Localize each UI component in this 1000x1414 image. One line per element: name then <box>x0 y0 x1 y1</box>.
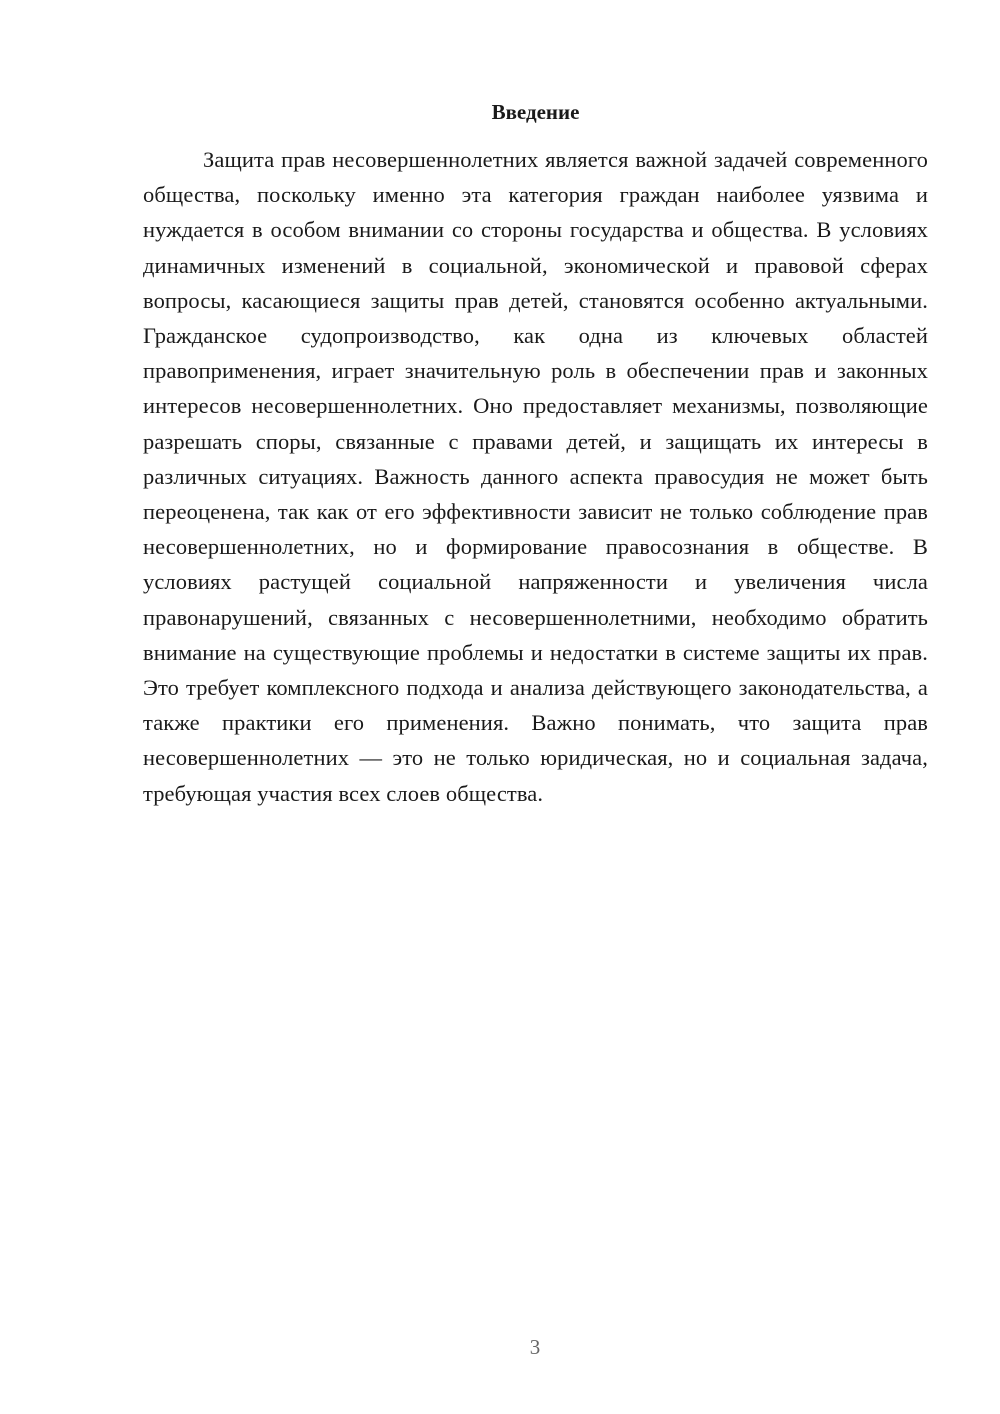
section-heading: Введение <box>491 100 580 124</box>
body-paragraph: Защита прав несовершеннолетних является важной задачей современного общества, поскольку именно эта категория граждан наиболее уязвима и нуждается в особом внимании со стороны государства и общества. В условиях динамичных изменений в социальной, экономической и правовой сферах вопросы, касающиеся защиты прав детей, становятся особенно актуальными. Гражданское судопроизводство, как одна из ключевых областей правоприменения, играет значительную роль в обеспечении прав и законных интересов несовершеннолетних. Оно предоставляет механизмы, позволяющие разрешать споры, связанные с правами детей, и защищать их интересы в различных ситуациях. Важность данного аспекта правосудия не может быть переоценена, так как от его эффективности зависит не только соблюдение прав несовершеннолетних, но и формирование правосознания в обществе. В условиях растущей социальной напряженности и увеличения числа правонарушений, связанных с несовершеннолетними, необходимо обратить внимание на существующие проблемы и недостатки в системе защиты их прав. Это требует комплексного подхода и анализа действующего законодательства, а также практики его применения. Важно понимать, что защита прав несовершеннолетних — это не только юридическая, но и социальная задача, требующая участия всех слоев общества. <box>143 147 928 806</box>
page-number: 3 <box>529 1335 541 1359</box>
